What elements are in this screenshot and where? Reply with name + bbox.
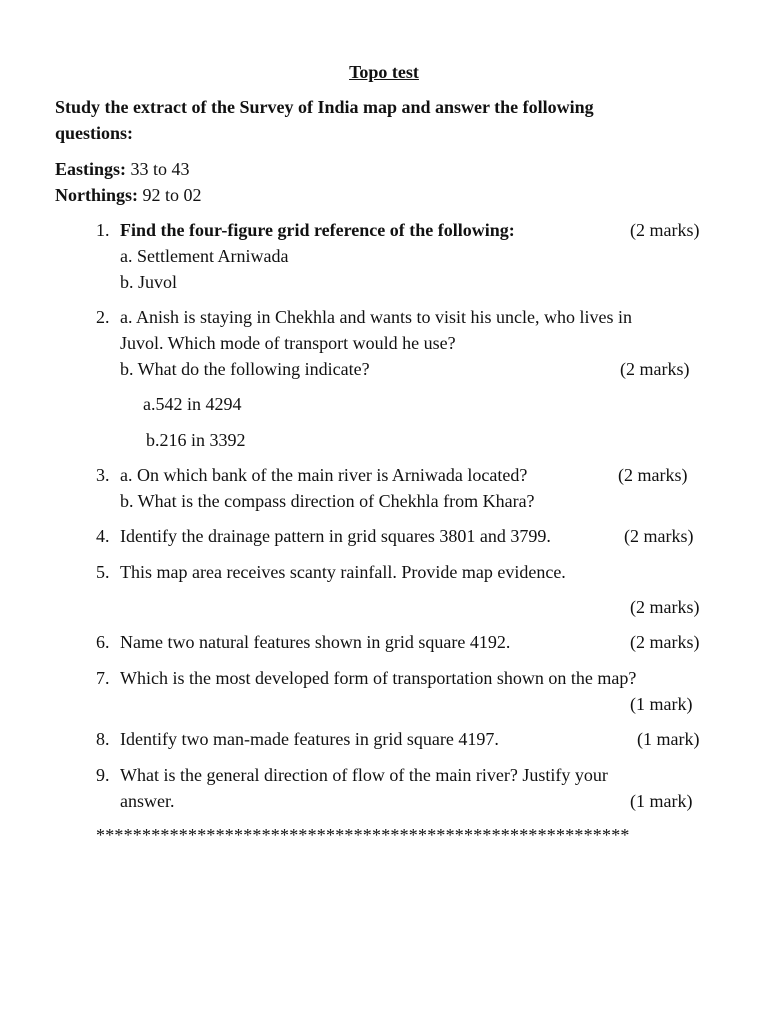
question-1-sub-a: a. Settlement Arniwada [120,246,289,266]
eastings-label: Eastings: [55,159,127,179]
question-5-number: 5. [96,562,110,582]
question-6-text: Name two natural features shown in grid square 4192. [120,632,511,652]
question-1-marks: (2 marks) [630,220,700,240]
question-6-marks: (2 marks) [630,632,700,652]
question-2-line-3: b. What do the following indicate? [120,359,370,379]
question-3-number: 3. [96,465,110,485]
question-1-number: 1. [96,220,110,240]
northings-row [55,182,202,208]
question-2-item-b: b.216 in 3392 [146,430,246,450]
question-2-item-a: a.542 in 4294 [143,394,242,414]
eastings-value: 33 to 43 [126,159,190,179]
question-9-number: 9. [96,765,110,785]
question-4-marks: (2 marks) [624,526,694,546]
question-1-text: Find the four-figure grid reference of the following: [120,220,515,240]
question-1-sub-b: b. Juvol [120,272,178,292]
question-3-marks: (2 marks) [618,465,688,485]
northings-value: 92 to 02 [138,185,202,205]
question-2-line-1: a. Anish is staying in Chekhla and wants to visit his uncle, who lives in [120,307,632,327]
question-8-text: Identify two man-made features in grid square 4197. [120,729,499,749]
question-4-text: Identify the drainage pattern in grid squares 3801 and 3799. [120,526,551,546]
question-2-marks: (2 marks) [620,359,690,379]
question-7-text: Which is the most developed form of transportation shown on the map? [120,668,637,688]
question-5-text: This map area receives scanty rainfall. Provide map evidence. [120,562,566,582]
question-9-line-2: answer. [120,791,175,811]
question-3-line-2: b. What is the compass direction of Chekhla from Khara? [120,491,535,511]
separator-line: ********************************************************** [96,825,630,845]
eastings-row [55,156,190,182]
question-2-number: 2. [96,307,110,327]
question-9-line-1: What is the general direction of flow of the main river? Justify your [120,765,608,785]
question-8-number: 8. [96,729,110,749]
question-5-marks: (2 marks) [630,597,700,617]
question-4-number: 4. [96,526,110,546]
question-7-marks: (1 mark) [630,694,693,714]
question-3-line-1: a. On which bank of the main river is Arniwada located? [120,465,528,485]
question-9-marks: (1 mark) [630,791,693,811]
page-title: Topo test [349,62,419,82]
question-2-line-2: Juvol. Which mode of transport would he use? [120,333,456,353]
instructions-line-1: Study the extract of the Survey of India map and answer the following [55,97,594,117]
question-6-number: 6. [96,632,110,652]
instructions-line-2: questions: [55,123,134,143]
northings-label: Northings: [55,185,139,205]
question-8-marks: (1 mark) [637,729,700,749]
question-7-number: 7. [96,668,110,688]
